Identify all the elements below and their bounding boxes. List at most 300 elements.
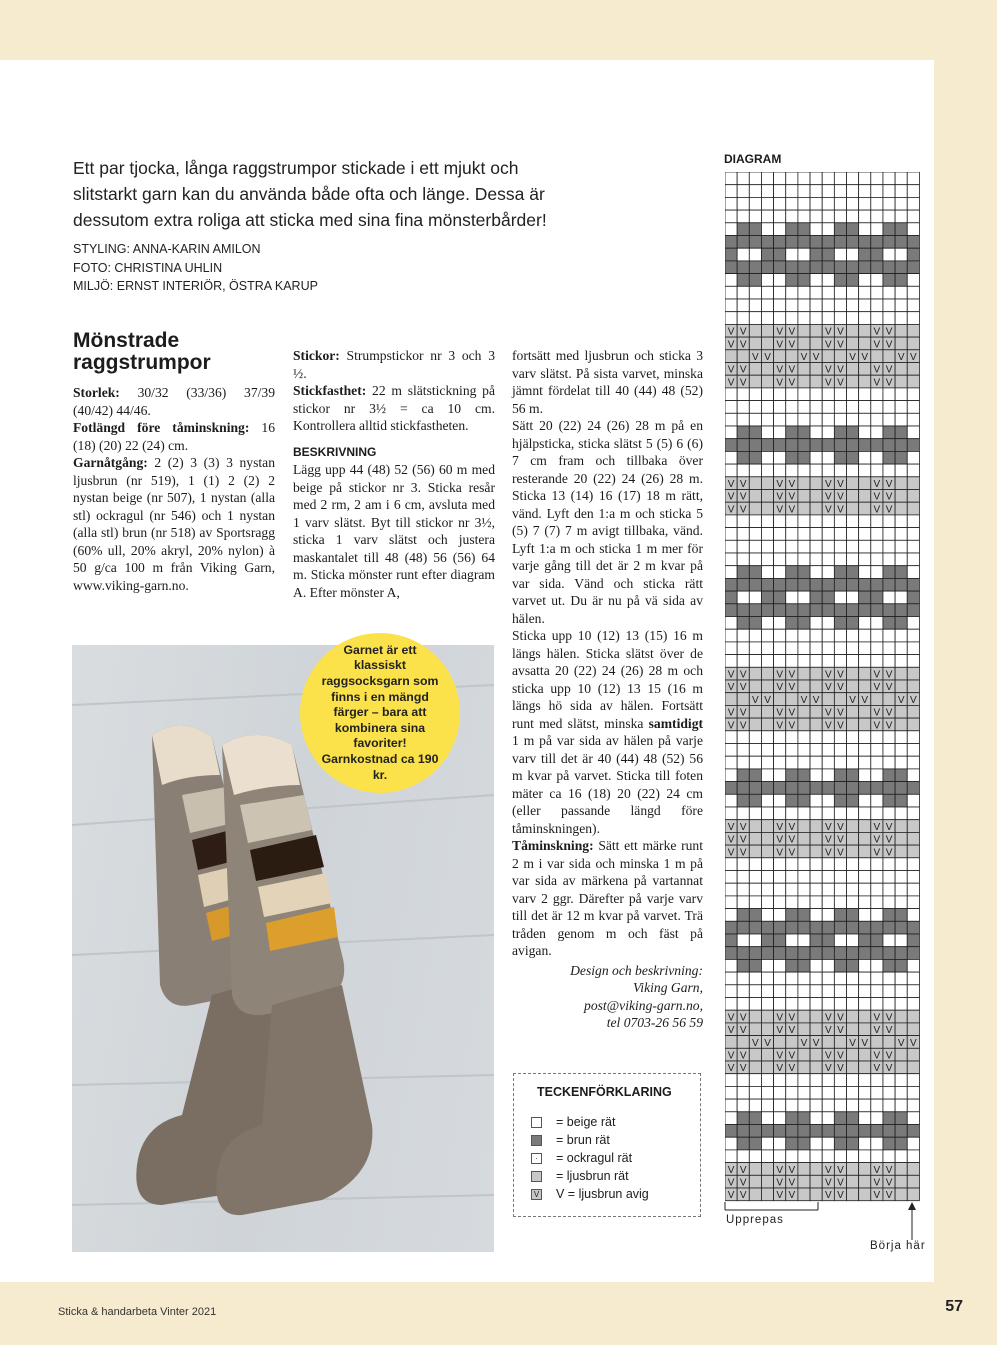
chart-cell (834, 553, 846, 566)
purl-mark: V (776, 669, 784, 681)
chart-cell (822, 350, 834, 363)
purl-mark: V (873, 707, 881, 719)
chart-cell (847, 642, 859, 655)
purl-mark: V (897, 352, 905, 363)
col3-p3a: Sticka upp 10 (12) 13 (15) 16 m längs hälen. Sticka slätst över de avsatta 20 (22) 24 (26) 28 m och sticka upp 10 (12) 13 15 (16 m längs hö sida av hälen. Fortsätt runt med slätst, minska (512, 628, 703, 731)
chart-cell (798, 324, 810, 337)
chart-cell (798, 921, 810, 934)
chart-cell (761, 1163, 773, 1176)
chart-cell (859, 477, 871, 490)
chart-cell (737, 807, 749, 820)
chart-cell (847, 959, 859, 972)
chart-cell (871, 731, 883, 744)
chart-cell (883, 261, 895, 274)
chart-cell (786, 642, 798, 655)
purl-mark: V (873, 1164, 881, 1176)
chart-cell (761, 909, 773, 922)
purl-mark: V (824, 326, 832, 338)
chart-cell (786, 388, 798, 401)
chart-cell (907, 1086, 919, 1099)
chart-cell (883, 731, 895, 744)
chart-cell (774, 210, 786, 223)
purl-mark: V (739, 326, 747, 338)
chart-cell (847, 655, 859, 668)
chart-cell (774, 629, 786, 642)
chart-cell (810, 1188, 822, 1201)
chart-cell (834, 236, 846, 249)
chart-cell (847, 921, 859, 934)
chart-cell (749, 540, 761, 553)
chart-cell (883, 1125, 895, 1138)
legend-item (531, 1150, 632, 1166)
chart-cell (786, 312, 798, 325)
chart-cell (798, 401, 810, 414)
chart-cell (834, 883, 846, 896)
legend-item (531, 1186, 649, 1202)
chart-cell (761, 985, 773, 998)
chart-cell (749, 1188, 761, 1201)
chart-cell (761, 794, 773, 807)
chart-cell (883, 286, 895, 299)
footer (0, 1282, 997, 1345)
purl-mark: V (885, 1177, 893, 1189)
chart-cell (859, 1086, 871, 1099)
purl-mark: V (885, 364, 893, 376)
chart-cell (895, 972, 907, 985)
chart-cell (749, 896, 761, 909)
chart-cell (859, 921, 871, 934)
chart-cell (798, 363, 810, 376)
chart-cell (871, 553, 883, 566)
chart-cell (871, 451, 883, 464)
chart-cell (798, 578, 810, 591)
chart-cell (810, 883, 822, 896)
chart-cell (725, 223, 737, 236)
chart-cell (907, 617, 919, 630)
chart-cell (871, 1086, 883, 1099)
chart-cell (798, 1048, 810, 1061)
chart-cell (895, 858, 907, 871)
chart-cell (761, 1188, 773, 1201)
chart-cell (786, 858, 798, 871)
purl-mark: V (788, 1063, 796, 1075)
chart-cell (871, 464, 883, 477)
chart-cell (798, 299, 810, 312)
chart-cell (798, 642, 810, 655)
chart-cell (786, 451, 798, 464)
chart-cell (822, 439, 834, 452)
purl-mark: V (727, 1012, 735, 1024)
chart-cell (725, 985, 737, 998)
chart-cell (761, 464, 773, 477)
chart-cell (907, 1150, 919, 1163)
chart-cell (810, 896, 822, 909)
chart-cell (895, 744, 907, 757)
chart-cell (761, 401, 773, 414)
chart-cell (859, 401, 871, 414)
chart-cell (907, 680, 919, 693)
chart-cell (907, 1010, 919, 1023)
chart-cell (774, 286, 786, 299)
chart-cell (725, 388, 737, 401)
purl-mark: V (849, 1037, 856, 1049)
purl-mark: V (727, 1050, 735, 1062)
purl-mark: V (776, 339, 784, 351)
chart-cell (761, 604, 773, 617)
chart-cell (859, 617, 871, 630)
chart-cell (737, 566, 749, 579)
chart-cell (847, 286, 859, 299)
purl-mark: V (837, 504, 844, 516)
chart-cell (822, 1125, 834, 1138)
chart-cell (798, 1125, 810, 1138)
title-line-1: Mönstrade (73, 329, 180, 352)
chart-cell (749, 731, 761, 744)
chart-cell (822, 731, 834, 744)
chart-cell (895, 629, 907, 642)
chart-cell (822, 896, 834, 909)
purl-mark: V (812, 1037, 820, 1049)
sig-line-4: tel 0703-26 56 59 (606, 1015, 703, 1030)
chart-cell (749, 680, 761, 693)
purl-mark: V (739, 847, 747, 859)
chart-cell (883, 197, 895, 210)
chart-cell (834, 1125, 846, 1138)
chart-cell (871, 807, 883, 820)
chart-cell (895, 553, 907, 566)
chart-cell (895, 324, 907, 337)
chart-cell (895, 1086, 907, 1099)
chart-cell (761, 490, 773, 503)
chart-cell (749, 1099, 761, 1112)
chart-cell (907, 439, 919, 452)
chart-cell (798, 1175, 810, 1188)
chart-cell (822, 528, 834, 541)
chart-cell (822, 464, 834, 477)
chart-cell (725, 299, 737, 312)
chart-cell (798, 172, 810, 185)
chart-cell (859, 451, 871, 464)
chart-cell (786, 1036, 798, 1049)
purl-mark: V (788, 326, 796, 338)
purl-mark: V (727, 1190, 735, 1202)
column-1 (73, 384, 275, 594)
chart-cell (761, 515, 773, 528)
purl-mark: V (739, 1177, 747, 1189)
chart-cell (810, 274, 822, 287)
chart-cell (810, 871, 822, 884)
purl-mark: V (788, 364, 796, 376)
chart-cell (895, 312, 907, 325)
purl-mark: V (873, 1177, 881, 1189)
chart-cell (822, 591, 834, 604)
chart-cell (907, 1163, 919, 1176)
fasthet-label: Stickfasthet: (293, 383, 367, 398)
chart-cell (798, 223, 810, 236)
chart-cell (859, 642, 871, 655)
chart-cell (810, 375, 822, 388)
chart-cell (883, 350, 895, 363)
chart-cell (847, 172, 859, 185)
credits (73, 240, 318, 296)
garn-label: Garnåtgång: (73, 455, 148, 470)
chart-cell (810, 363, 822, 376)
chart-cell (749, 197, 761, 210)
chart-cell (907, 794, 919, 807)
chart-cell (895, 451, 907, 464)
chart-cell (725, 744, 737, 757)
chart-cell (907, 1188, 919, 1201)
chart-cell (798, 896, 810, 909)
chart-cell (822, 921, 834, 934)
chart-cell (847, 985, 859, 998)
chart-cell (774, 871, 786, 884)
chart-cell (871, 998, 883, 1011)
chart-cell (810, 934, 822, 947)
purl-mark: V (764, 352, 771, 363)
chart-cell (725, 185, 737, 198)
ochre-mark: · (801, 590, 806, 605)
chart-cell (859, 667, 871, 680)
chart-cell (907, 477, 919, 490)
chart-cell (895, 363, 907, 376)
chart-cell (761, 667, 773, 680)
chart-cell (883, 451, 895, 464)
chart-cell (786, 210, 798, 223)
chart-cell (883, 1150, 895, 1163)
chart-cell (737, 655, 749, 668)
chart-cell (810, 248, 822, 261)
chart-cell (749, 185, 761, 198)
chart-cell (859, 312, 871, 325)
chart-cell (834, 744, 846, 757)
sig-line-1: Design och beskrivning: (570, 962, 703, 978)
purl-mark: V (837, 1164, 844, 1176)
chart-cell (907, 185, 919, 198)
chart-cell (847, 617, 859, 630)
chart-cell (907, 591, 919, 604)
chart-cell (847, 896, 859, 909)
intro-text: Ett par tjocka, långa raggstrumpor stickade i ett mjukt och slitstarkt garn kan du använda både ofta och länge. Dessa är dessutom extra roliga att sticka med sina fina mönsterbårder! (73, 158, 547, 230)
chart-cell (725, 909, 737, 922)
purl-mark: V (837, 834, 844, 846)
chart-cell (847, 490, 859, 503)
chart-cell (859, 1061, 871, 1074)
chart-cell (737, 756, 749, 769)
chart-cell (798, 1099, 810, 1112)
chart-cell (822, 807, 834, 820)
chart-cell (737, 439, 749, 452)
chart-cell (895, 794, 907, 807)
chart-cell (895, 1023, 907, 1036)
ochre-mark: · (887, 247, 892, 262)
chart-cell (798, 426, 810, 439)
chart-cell (810, 261, 822, 274)
chart-cell (749, 845, 761, 858)
chart-cell (871, 528, 883, 541)
chart-cell (749, 337, 761, 350)
purl-mark: V (776, 720, 784, 732)
chart-cell (859, 197, 871, 210)
chart-cell (774, 223, 786, 236)
chart-cell (834, 566, 846, 579)
page-number: 57 (945, 1298, 963, 1315)
chart-cell (749, 705, 761, 718)
chart-cell (798, 629, 810, 642)
chart-cell (907, 604, 919, 617)
chart-cell (725, 312, 737, 325)
chart-cell (907, 299, 919, 312)
purl-mark: V (873, 1050, 881, 1062)
purl-mark: V (776, 707, 784, 719)
chart-cell (786, 426, 798, 439)
chart-cell (859, 909, 871, 922)
purl-mark: V (837, 377, 844, 389)
chart-cell (810, 985, 822, 998)
chart-cell (774, 515, 786, 528)
chart-cell (859, 274, 871, 287)
chart-cell (834, 261, 846, 274)
purl-mark: V (873, 491, 881, 503)
chart-cell (798, 528, 810, 541)
chart-cell (761, 1150, 773, 1163)
chart-cell (859, 299, 871, 312)
swatch-icon (531, 1135, 542, 1146)
purl-mark: V (885, 504, 893, 516)
chart-cell (749, 578, 761, 591)
chart-cell (786, 985, 798, 998)
chart-cell (725, 883, 737, 896)
chart-cell (895, 172, 907, 185)
chart-cell (774, 566, 786, 579)
chart-cell (847, 413, 859, 426)
chart-cell (761, 1023, 773, 1036)
purl-mark: V (837, 1012, 844, 1024)
chart-cell (810, 490, 822, 503)
chart-cell (725, 807, 737, 820)
chart-cell (761, 324, 773, 337)
purl-mark: V (837, 707, 844, 719)
chart-cell (822, 274, 834, 287)
chart-cell (725, 1036, 737, 1049)
chart-cell (871, 858, 883, 871)
chart-cell (871, 312, 883, 325)
chart-cell (847, 1175, 859, 1188)
chart-cell (859, 959, 871, 972)
chart-cell (907, 832, 919, 845)
ochre-mark: · (753, 933, 758, 948)
chart-cell (810, 820, 822, 833)
purl-mark: V (727, 326, 735, 338)
chart-cell (859, 439, 871, 452)
chart-cell (774, 604, 786, 617)
chart-cell (737, 921, 749, 934)
chart-cell (895, 667, 907, 680)
chart-cell (761, 959, 773, 972)
chart-cell (798, 337, 810, 350)
chart-cell (737, 782, 749, 795)
chart-cell (907, 464, 919, 477)
purl-mark: V (788, 669, 796, 681)
column-3 (512, 347, 703, 1032)
title-line-2: raggstrumpor (73, 351, 211, 374)
chart-cell (725, 1086, 737, 1099)
chart-cell (907, 883, 919, 896)
chart-cell (822, 1086, 834, 1099)
purl-mark: V (837, 720, 844, 732)
column-2 (293, 347, 495, 601)
chart-cell (847, 1137, 859, 1150)
chart-cell (883, 871, 895, 884)
chart-cell (749, 1125, 761, 1138)
chart-cell (834, 1150, 846, 1163)
chart-cell (859, 1137, 871, 1150)
chart-cell (786, 731, 798, 744)
chart-cell (810, 1086, 822, 1099)
chart-cell (761, 1048, 773, 1061)
chart-cell (859, 248, 871, 261)
purl-mark: V (727, 682, 735, 694)
chart-cell (847, 680, 859, 693)
chart-cell (798, 236, 810, 249)
chart-cell (859, 375, 871, 388)
chart-cell (798, 515, 810, 528)
chart-cell (895, 236, 907, 249)
chart-cell (810, 782, 822, 795)
beskrivning-heading: BESKRIVNING (293, 444, 377, 459)
chart-cell (737, 896, 749, 909)
chart-cell (761, 502, 773, 515)
chart-cell (749, 375, 761, 388)
chart-cell (883, 515, 895, 528)
chart-cell (907, 921, 919, 934)
purl-mark: V (873, 847, 881, 859)
purl-mark: V (824, 707, 832, 719)
chart-cell (774, 197, 786, 210)
ochre-mark: · (741, 590, 746, 605)
chart-cell (834, 756, 846, 769)
chart-cell (883, 909, 895, 922)
purl-mark: V (739, 1050, 747, 1062)
chart-cell (725, 236, 737, 249)
chart-cell (761, 1074, 773, 1087)
chart-cell (761, 820, 773, 833)
purl-mark: V (873, 1063, 881, 1075)
chart-cell (725, 350, 737, 363)
chart-cell (761, 223, 773, 236)
chart-cell (847, 197, 859, 210)
legend-box (513, 1073, 701, 1217)
ochre-mark: · (850, 590, 855, 605)
chart-cell (761, 921, 773, 934)
chart-cell (834, 515, 846, 528)
chart-cell (725, 871, 737, 884)
chart-cell (761, 451, 773, 464)
chart-cell (847, 388, 859, 401)
col3-p1: fortsätt med ljusbrun och sticka 3 varv slätst. På sista varvet, minska jämnt fördelat till 40 (44) 48 (52) 56 m. (512, 348, 703, 416)
purl-mark: V (824, 1012, 832, 1024)
purl-mark: V (739, 504, 747, 516)
chart-cell (798, 705, 810, 718)
chart-cell (859, 185, 871, 198)
chart-cell (847, 705, 859, 718)
chart-cell (834, 426, 846, 439)
chart-cell (749, 794, 761, 807)
chart-cell (774, 261, 786, 274)
chart-cell (822, 959, 834, 972)
chart-cell (895, 896, 907, 909)
chart-cell (798, 744, 810, 757)
